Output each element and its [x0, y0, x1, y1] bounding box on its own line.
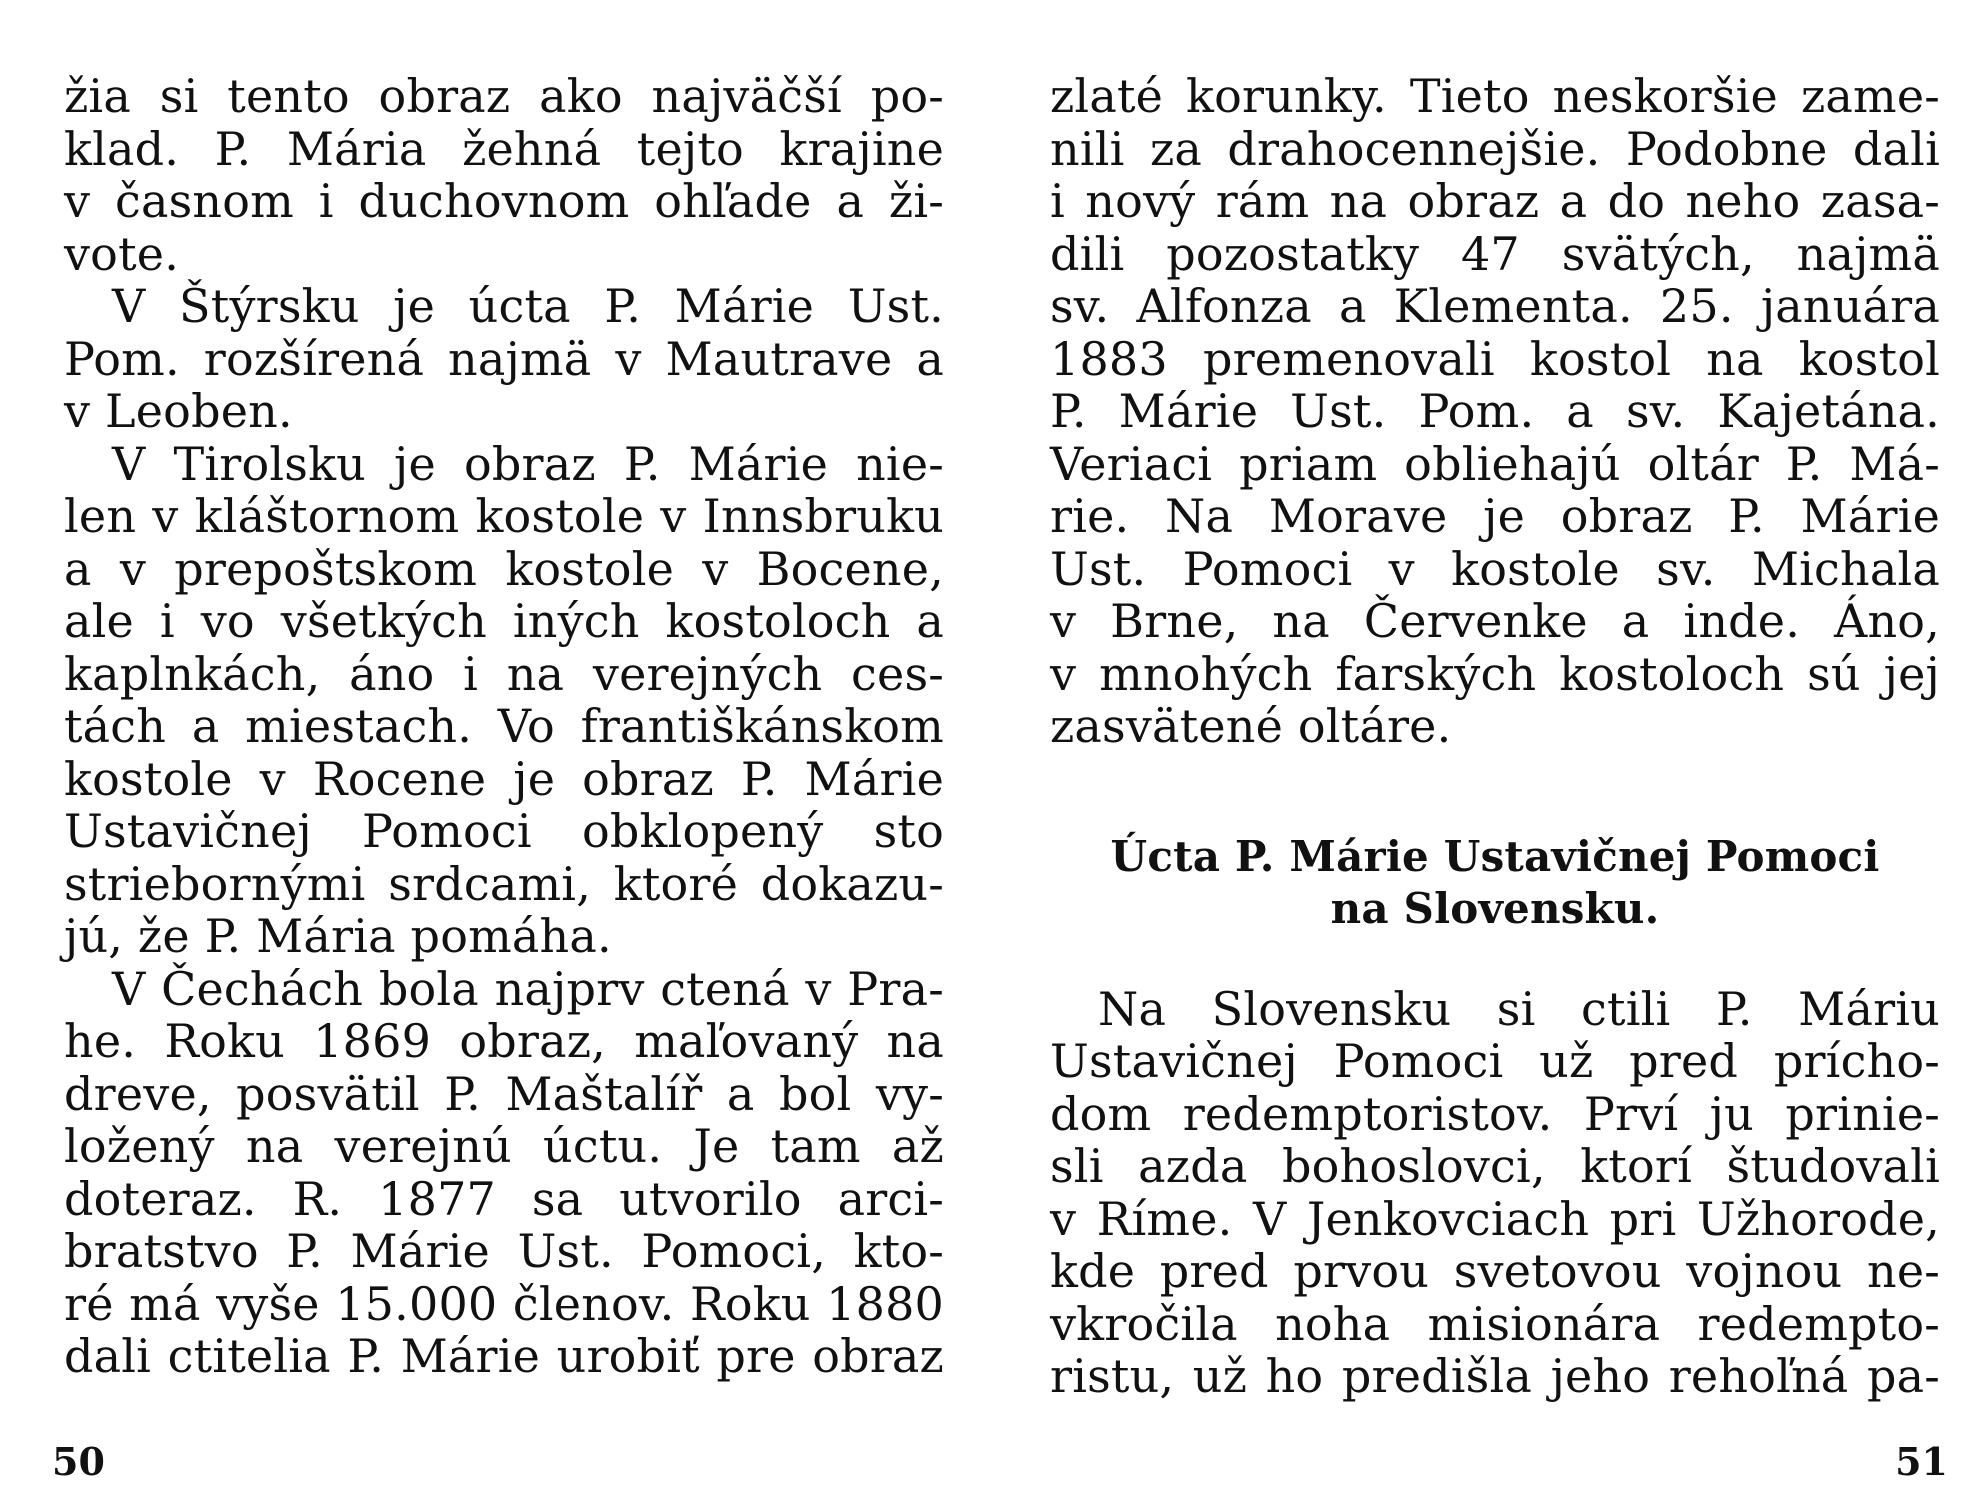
text-line: bratstvo P. Márie Ust. Pomoci, kto- — [64, 1224, 944, 1278]
text-line: v Leoben. — [64, 384, 293, 438]
text-line: žia si tento obraz ako najväčší po- — [64, 69, 944, 123]
text-line: len v kláštornom kostole v Innsbruku — [64, 489, 944, 543]
text-line: zlaté korunky. Tieto neskoršie zame- — [1050, 69, 1940, 123]
left-page-text — [64, 70, 944, 1383]
text-line: Ustavičnej Pomoci obklopený sto — [64, 804, 944, 858]
text-line: dreve, posvätil P. Maštalíř a bol vy- — [64, 1066, 944, 1121]
text-line: ré má vyše 15.000 členov. Roku 1880 — [64, 1276, 944, 1331]
text-line: zasvätené oltáre. — [1050, 699, 1452, 753]
text-line: kaplnkách, áno i na verejných ces- — [64, 646, 944, 701]
text-line: v Brne, na Červenke a inde. Áno, — [1050, 594, 1940, 648]
text-line: i nový rám na obraz a do neho zasa- — [1050, 174, 1940, 228]
text-line: v mnohých farských kostoloch sú jej — [1050, 646, 1940, 701]
text-line: rie. Na Morave je obraz P. Márie — [1050, 489, 1940, 543]
text-line: Na Slovensku si ctili P. Máriu — [1098, 981, 1940, 1036]
text-line: he. Roku 1869 obraz, maľovaný na — [64, 1014, 944, 1068]
text-line: 1883 premenovali kostol na kostol — [1050, 331, 1940, 386]
text-line: ristu, už ho predišla jeho rehoľná pa- — [1050, 1349, 1940, 1403]
text-line: a v prepoštskom kostole v Bocene, — [64, 541, 944, 596]
section-heading-line-2: na Slovensku. — [1330, 883, 1660, 933]
section-heading-line-1: Úcta P. Márie Ustavičnej Pomoci — [1110, 831, 1880, 881]
text-line: Ust. Pomoci v kostole sv. Michala — [1050, 541, 1940, 596]
right-page-number: 51 — [1895, 1439, 1948, 1484]
text-line: v časnom i duchovnom ohľade a ži- — [64, 174, 944, 228]
right-page — [990, 0, 1980, 1500]
text-line: sli azda bohoslovci, ktorí študovali — [1050, 1139, 1940, 1193]
text-line: Veriaci priam obliehajú oltár P. Má- — [1050, 436, 1940, 491]
text-line: ale i vo všetkých iných kostoloch a — [64, 594, 944, 648]
text-line: sv. Alfonza a Klementa. 25. januára — [1050, 279, 1940, 333]
text-line: nili za drahocennejšie. Podobne dali — [1050, 121, 1940, 176]
text-line: dili pozostatky 47 svätých, najmä — [1050, 226, 1940, 281]
text-line: kde pred prvou svetovou vojnou ne- — [1050, 1244, 1940, 1298]
text-line: vkročila noha misionára redempto- — [1050, 1296, 1940, 1351]
text-line: V Čechách bola najprv ctená v Pra- — [112, 961, 944, 1016]
text-line: V Tirolsku je obraz P. Márie nie- — [112, 436, 944, 491]
text-line: V Štýrsku je úcta P. Márie Ust. — [112, 279, 944, 333]
text-line: klad. P. Mária žehná tejto krajine — [64, 121, 944, 176]
text-line: kostole v Rocene je obraz P. Márie — [64, 751, 944, 806]
text-line: dom redemptoristov. Prví ju prinie- — [1050, 1086, 1940, 1141]
text-line: striebornými srdcami, ktoré dokazu- — [64, 856, 944, 911]
text-line: tách a miestach. Vo františkánskom — [64, 699, 944, 753]
text-line: Pom. rozšírená najmä v Mautrave a — [64, 331, 944, 386]
text-line: vote. — [64, 226, 180, 281]
right-page-top-paragraph — [1050, 70, 1940, 753]
text-line: jú, že P. Mária pomáha. — [64, 909, 612, 963]
right-page-text — [1050, 70, 1940, 1403]
text-line: v Ríme. V Jenkovciach pri Užhorode, — [1050, 1191, 1940, 1246]
section-heading — [1050, 831, 1940, 935]
left-page-number: 50 — [52, 1439, 105, 1484]
right-page-bottom-paragraph — [1050, 983, 1940, 1403]
text-line: dali ctitelia P. Márie urobiť pre obraz — [64, 1329, 944, 1383]
text-line: Ustavičnej Pomoci už pred prícho- — [1050, 1034, 1940, 1088]
text-line: P. Márie Ust. Pom. a sv. Kajetána. — [1050, 384, 1940, 438]
text-line: doteraz. R. 1877 sa utvorilo arci- — [64, 1171, 944, 1226]
text-line: ložený na verejnú úctu. Je tam až — [64, 1119, 944, 1173]
